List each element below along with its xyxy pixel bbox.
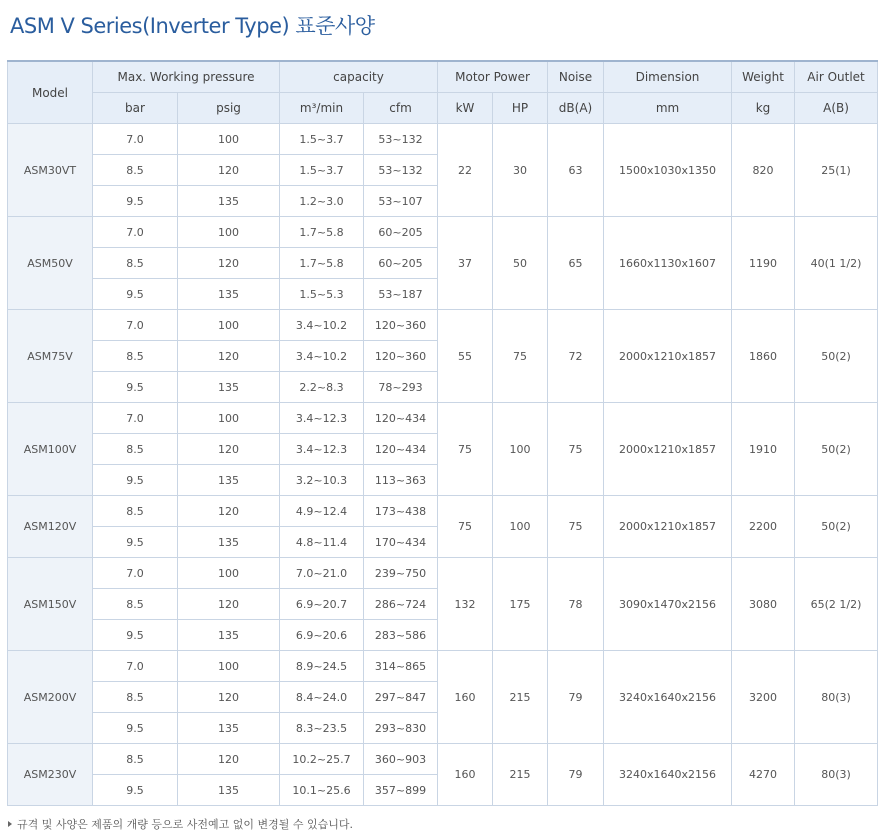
kw-cell: 75 — [438, 403, 493, 496]
psig-cell: 135 — [178, 465, 280, 496]
model-cell: ASM100V — [8, 403, 93, 496]
outlet-cell: 40(1 1/2) — [795, 217, 878, 310]
psig-cell: 120 — [178, 155, 280, 186]
unit-ab: A(B) — [795, 93, 878, 124]
capacity-cfm-cell: 113~363 — [364, 465, 438, 496]
capacity-cfm-cell: 120~360 — [364, 310, 438, 341]
bar-cell: 8.5 — [93, 248, 178, 279]
weight-cell: 2200 — [732, 496, 795, 558]
kw-cell: 160 — [438, 651, 493, 744]
bar-cell: 8.5 — [93, 434, 178, 465]
capacity-cfm-cell: 78~293 — [364, 372, 438, 403]
capacity-m3-cell: 1.5~3.7 — [280, 155, 364, 186]
capacity-m3-cell: 8.3~23.5 — [280, 713, 364, 744]
capacity-m3-cell: 1.7~5.8 — [280, 217, 364, 248]
outlet-cell: 80(3) — [795, 744, 878, 806]
weight-cell: 1190 — [732, 217, 795, 310]
capacity-cfm-cell: 239~750 — [364, 558, 438, 589]
footnote — [8, 816, 353, 832]
model-cell: ASM200V — [8, 651, 93, 744]
capacity-m3-cell: 1.5~3.7 — [280, 124, 364, 155]
kw-cell: 22 — [438, 124, 493, 217]
psig-cell: 135 — [178, 620, 280, 651]
outlet-cell: 50(2) — [795, 310, 878, 403]
noise-cell: 63 — [548, 124, 604, 217]
capacity-m3-cell: 1.7~5.8 — [280, 248, 364, 279]
unit-psig: psig — [178, 93, 280, 124]
kw-cell: 55 — [438, 310, 493, 403]
capacity-cfm-cell: 360~903 — [364, 744, 438, 775]
hp-cell: 215 — [493, 744, 548, 806]
header-model: Model — [8, 61, 93, 124]
table-row — [8, 310, 878, 341]
dimension-cell: 2000x1210x1857 — [604, 403, 732, 496]
capacity-m3-cell: 7.0~21.0 — [280, 558, 364, 589]
weight-cell: 820 — [732, 124, 795, 217]
dimension-cell: 2000x1210x1857 — [604, 310, 732, 403]
noise-cell: 75 — [548, 496, 604, 558]
capacity-cfm-cell: 297~847 — [364, 682, 438, 713]
header-motor-power: Motor Power — [438, 61, 548, 93]
dimension-cell: 2000x1210x1857 — [604, 496, 732, 558]
unit-m3min: m³/min — [280, 93, 364, 124]
bar-cell: 9.5 — [93, 372, 178, 403]
bar-cell: 9.5 — [93, 620, 178, 651]
noise-cell: 79 — [548, 651, 604, 744]
capacity-m3-cell: 4.9~12.4 — [280, 496, 364, 527]
noise-cell: 65 — [548, 217, 604, 310]
psig-cell: 120 — [178, 496, 280, 527]
capacity-m3-cell: 3.4~10.2 — [280, 341, 364, 372]
spec-table — [7, 60, 878, 806]
bullet-arrow-icon — [8, 821, 12, 827]
capacity-cfm-cell: 170~434 — [364, 527, 438, 558]
capacity-cfm-cell: 120~434 — [364, 434, 438, 465]
psig-cell: 135 — [178, 713, 280, 744]
bar-cell: 9.5 — [93, 527, 178, 558]
hp-cell: 50 — [493, 217, 548, 310]
psig-cell: 120 — [178, 682, 280, 713]
psig-cell: 120 — [178, 434, 280, 465]
capacity-m3-cell: 1.2~3.0 — [280, 186, 364, 217]
psig-cell: 100 — [178, 403, 280, 434]
capacity-cfm-cell: 120~360 — [364, 341, 438, 372]
capacity-cfm-cell: 120~434 — [364, 403, 438, 434]
psig-cell: 135 — [178, 372, 280, 403]
header-dimension: Dimension — [604, 61, 732, 93]
weight-cell: 1860 — [732, 310, 795, 403]
capacity-m3-cell: 3.4~12.3 — [280, 434, 364, 465]
hp-cell: 175 — [493, 558, 548, 651]
model-cell: ASM50V — [8, 217, 93, 310]
capacity-m3-cell: 1.5~5.3 — [280, 279, 364, 310]
unit-hp: HP — [493, 93, 548, 124]
kw-cell: 132 — [438, 558, 493, 651]
footnote-text: 규격 및 사양은 제품의 개량 등으로 사전예고 없이 변경될 수 있습니다. — [17, 818, 353, 831]
capacity-m3-cell: 8.4~24.0 — [280, 682, 364, 713]
header-weight: Weight — [732, 61, 795, 93]
outlet-cell: 50(2) — [795, 496, 878, 558]
page-title: ASM V Series(Inverter Type) 표준사양 — [10, 14, 375, 38]
bar-cell: 8.5 — [93, 744, 178, 775]
bar-cell: 7.0 — [93, 651, 178, 682]
capacity-cfm-cell: 286~724 — [364, 589, 438, 620]
bar-cell: 7.0 — [93, 558, 178, 589]
unit-bar: bar — [93, 93, 178, 124]
dimension-cell: 1660x1130x1607 — [604, 217, 732, 310]
bar-cell: 7.0 — [93, 124, 178, 155]
capacity-cfm-cell: 53~107 — [364, 186, 438, 217]
kw-cell: 37 — [438, 217, 493, 310]
hp-cell: 215 — [493, 651, 548, 744]
bar-cell: 9.5 — [93, 465, 178, 496]
psig-cell: 135 — [178, 186, 280, 217]
table-row — [8, 651, 878, 682]
psig-cell: 120 — [178, 341, 280, 372]
bar-cell: 9.5 — [93, 713, 178, 744]
outlet-cell: 65(2 1/2) — [795, 558, 878, 651]
psig-cell: 120 — [178, 589, 280, 620]
dimension-cell: 3090x1470x2156 — [604, 558, 732, 651]
psig-cell: 100 — [178, 217, 280, 248]
psig-cell: 135 — [178, 775, 280, 806]
bar-cell: 8.5 — [93, 496, 178, 527]
bar-cell: 8.5 — [93, 341, 178, 372]
capacity-cfm-cell: 293~830 — [364, 713, 438, 744]
psig-cell: 100 — [178, 558, 280, 589]
bar-cell: 9.5 — [93, 775, 178, 806]
psig-cell: 100 — [178, 651, 280, 682]
outlet-cell: 25(1) — [795, 124, 878, 217]
table-body — [8, 124, 878, 806]
noise-cell: 78 — [548, 558, 604, 651]
capacity-m3-cell: 10.2~25.7 — [280, 744, 364, 775]
hp-cell: 100 — [493, 403, 548, 496]
weight-cell: 3200 — [732, 651, 795, 744]
bar-cell: 7.0 — [93, 217, 178, 248]
unit-cfm: cfm — [364, 93, 438, 124]
capacity-cfm-cell: 53~132 — [364, 124, 438, 155]
bar-cell: 7.0 — [93, 403, 178, 434]
model-cell: ASM150V — [8, 558, 93, 651]
capacity-cfm-cell: 53~187 — [364, 279, 438, 310]
weight-cell: 1910 — [732, 403, 795, 496]
capacity-cfm-cell: 314~865 — [364, 651, 438, 682]
unit-kg: kg — [732, 93, 795, 124]
capacity-m3-cell: 10.1~25.6 — [280, 775, 364, 806]
capacity-m3-cell: 3.4~10.2 — [280, 310, 364, 341]
psig-cell: 135 — [178, 527, 280, 558]
bar-cell: 9.5 — [93, 279, 178, 310]
unit-kw: kW — [438, 93, 493, 124]
capacity-cfm-cell: 357~899 — [364, 775, 438, 806]
bar-cell: 9.5 — [93, 186, 178, 217]
dimension-cell: 1500x1030x1350 — [604, 124, 732, 217]
noise-cell: 79 — [548, 744, 604, 806]
model-cell: ASM230V — [8, 744, 93, 806]
outlet-cell: 50(2) — [795, 403, 878, 496]
capacity-cfm-cell: 283~586 — [364, 620, 438, 651]
table-row — [8, 403, 878, 434]
hp-cell: 75 — [493, 310, 548, 403]
dimension-cell: 3240x1640x2156 — [604, 744, 732, 806]
unit-mm: mm — [604, 93, 732, 124]
table-row — [8, 496, 878, 527]
dimension-cell: 3240x1640x2156 — [604, 651, 732, 744]
noise-cell: 75 — [548, 403, 604, 496]
bar-cell: 7.0 — [93, 310, 178, 341]
capacity-cfm-cell: 53~132 — [364, 155, 438, 186]
table-row — [8, 124, 878, 155]
capacity-m3-cell: 8.9~24.5 — [280, 651, 364, 682]
psig-cell: 100 — [178, 124, 280, 155]
hp-cell: 100 — [493, 496, 548, 558]
weight-cell: 3080 — [732, 558, 795, 651]
header-noise: Noise — [548, 61, 604, 93]
model-cell: ASM30VT — [8, 124, 93, 217]
capacity-cfm-cell: 60~205 — [364, 248, 438, 279]
bar-cell: 8.5 — [93, 155, 178, 186]
header-pressure: Max. Working pressure — [93, 61, 280, 93]
bar-cell: 8.5 — [93, 682, 178, 713]
capacity-m3-cell: 3.4~12.3 — [280, 403, 364, 434]
outlet-cell: 80(3) — [795, 651, 878, 744]
header-air-outlet: Air Outlet — [795, 61, 878, 93]
model-cell: ASM75V — [8, 310, 93, 403]
capacity-m3-cell: 4.8~11.4 — [280, 527, 364, 558]
capacity-m3-cell: 6.9~20.6 — [280, 620, 364, 651]
table-header — [8, 61, 878, 124]
table-row — [8, 217, 878, 248]
capacity-cfm-cell: 60~205 — [364, 217, 438, 248]
psig-cell: 135 — [178, 279, 280, 310]
capacity-m3-cell: 6.9~20.7 — [280, 589, 364, 620]
kw-cell: 75 — [438, 496, 493, 558]
psig-cell: 120 — [178, 744, 280, 775]
capacity-m3-cell: 3.2~10.3 — [280, 465, 364, 496]
weight-cell: 4270 — [732, 744, 795, 806]
hp-cell: 30 — [493, 124, 548, 217]
spec-table-container — [7, 60, 878, 806]
header-capacity: capacity — [280, 61, 438, 93]
noise-cell: 72 — [548, 310, 604, 403]
table-row — [8, 744, 878, 775]
unit-db: dB(A) — [548, 93, 604, 124]
kw-cell: 160 — [438, 744, 493, 806]
capacity-cfm-cell: 173~438 — [364, 496, 438, 527]
psig-cell: 100 — [178, 310, 280, 341]
model-cell: ASM120V — [8, 496, 93, 558]
table-row — [8, 558, 878, 589]
bar-cell: 8.5 — [93, 589, 178, 620]
psig-cell: 120 — [178, 248, 280, 279]
capacity-m3-cell: 2.2~8.3 — [280, 372, 364, 403]
